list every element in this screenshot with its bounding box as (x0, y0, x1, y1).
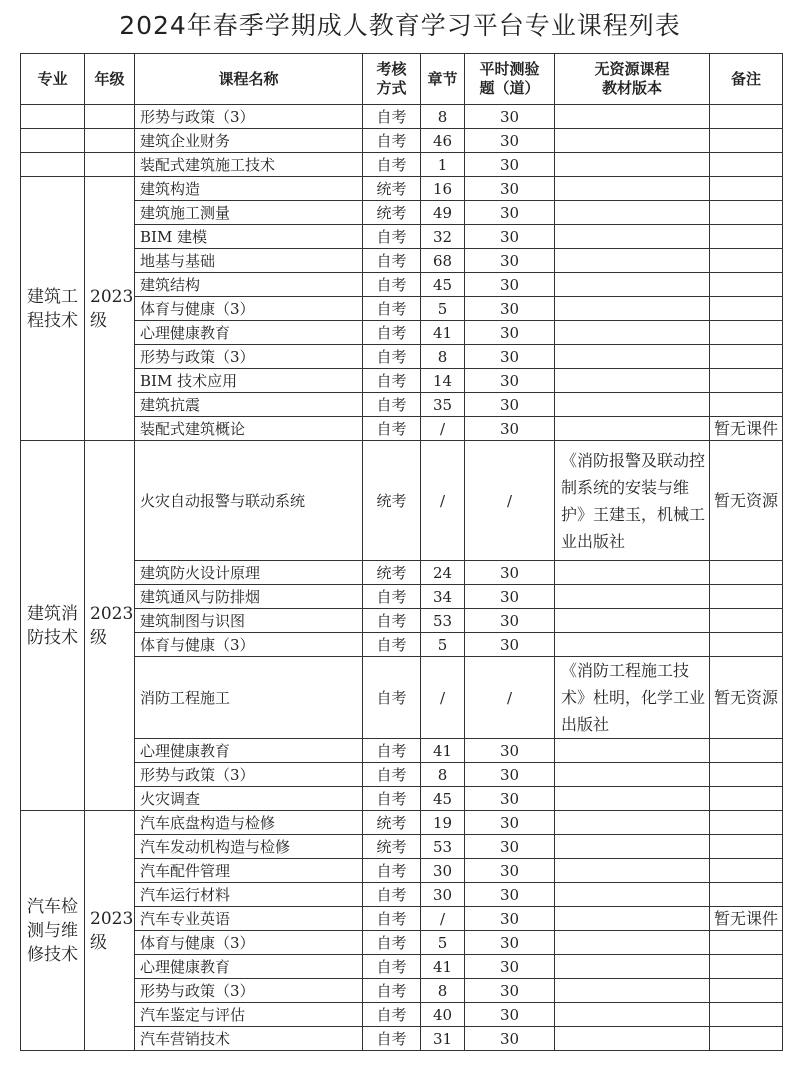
table-cell-exam: 自考 (363, 955, 421, 979)
table-cell-quiz: 30 (465, 931, 555, 955)
table-cell-note (710, 739, 783, 763)
table-cell-course: 建筑结构 (135, 273, 363, 297)
table-cell-course: 消防工程施工 (135, 657, 363, 739)
table-cell-quiz: 30 (465, 585, 555, 609)
table-row (21, 787, 783, 811)
grade-cell: 2023 级 (85, 441, 135, 811)
table-row (21, 297, 783, 321)
table-cell-exam: 自考 (363, 297, 421, 321)
table-cell-textbook (555, 931, 710, 955)
table-cell-chapters: 1 (421, 153, 465, 177)
table-cell-quiz: 30 (465, 907, 555, 931)
table-cell-note (710, 345, 783, 369)
table-cell-quiz: 30 (465, 1027, 555, 1051)
major-cell: 建筑工 程技术 (21, 177, 85, 441)
table-cell-course: 建筑防火设计原理 (135, 561, 363, 585)
table-cell-chapters: 5 (421, 633, 465, 657)
table-cell-course: 汽车专业英语 (135, 907, 363, 931)
table-cell-exam: 自考 (363, 859, 421, 883)
header-exam: 考核 方式 (363, 54, 421, 105)
table-cell-exam: 自考 (363, 979, 421, 1003)
table-cell-course: 装配式建筑施工技术 (135, 153, 363, 177)
table-cell-exam: 统考 (363, 177, 421, 201)
table-cell-note (710, 201, 783, 225)
table-cell-quiz: 30 (465, 739, 555, 763)
table-cell-chapters: 30 (421, 883, 465, 907)
table-cell-textbook (555, 153, 710, 177)
table-cell-chapters: 14 (421, 369, 465, 393)
table-cell-chapters: 8 (421, 763, 465, 787)
table-cell-exam: 自考 (363, 321, 421, 345)
table-cell-course: 地基与基础 (135, 249, 363, 273)
table-cell-textbook (555, 739, 710, 763)
table-cell-note (710, 273, 783, 297)
table-cell-chapters: / (421, 417, 465, 441)
table-cell-exam: 自考 (363, 585, 421, 609)
table-cell-chapters: 30 (421, 859, 465, 883)
table-cell-exam: 统考 (363, 835, 421, 859)
table-cell-textbook (555, 609, 710, 633)
header-row (21, 54, 783, 105)
major-cell-empty (21, 153, 85, 177)
table-cell-quiz: 30 (465, 177, 555, 201)
table-row (21, 811, 783, 835)
header-chapters: 章节 (421, 54, 465, 105)
table-cell-chapters: 41 (421, 321, 465, 345)
table-cell-quiz: 30 (465, 609, 555, 633)
table-row (21, 369, 783, 393)
table-cell-chapters: 8 (421, 979, 465, 1003)
table-cell-quiz: 30 (465, 273, 555, 297)
table-cell-note (710, 811, 783, 835)
table-cell-textbook (555, 321, 710, 345)
table-cell-textbook (555, 369, 710, 393)
table-row (21, 417, 783, 441)
table-cell-course: 火灾调查 (135, 787, 363, 811)
table-cell-chapters: 53 (421, 835, 465, 859)
table-cell-quiz: 30 (465, 345, 555, 369)
major-cell-empty (21, 105, 85, 129)
table-cell-exam: 自考 (363, 129, 421, 153)
table-cell-note (710, 249, 783, 273)
table-cell-chapters: 5 (421, 297, 465, 321)
table-cell-quiz: 30 (465, 633, 555, 657)
table-cell-course: 汽车鉴定与评估 (135, 1003, 363, 1027)
table-cell-textbook (555, 1003, 710, 1027)
table-cell-chapters: / (421, 657, 465, 739)
table-cell-exam: 自考 (363, 633, 421, 657)
table-cell-course: 建筑通风与防排烟 (135, 585, 363, 609)
table-cell-textbook: 《消防报警及联动控制系统的安装与维护》王建玉，机械工业出版社 (555, 441, 710, 561)
table-cell-course: BIM 技术应用 (135, 369, 363, 393)
table-cell-textbook (555, 105, 710, 129)
table-cell-chapters: 53 (421, 609, 465, 633)
table-cell-note (710, 1003, 783, 1027)
table-cell-quiz: 30 (465, 859, 555, 883)
table-cell-chapters: 8 (421, 345, 465, 369)
table-cell-exam: 自考 (363, 369, 421, 393)
table-cell-textbook (555, 763, 710, 787)
grade-cell-empty (85, 153, 135, 177)
table-cell-exam: 统考 (363, 441, 421, 561)
table-row (21, 225, 783, 249)
table-row (21, 105, 783, 129)
table-cell-course: 汽车配件管理 (135, 859, 363, 883)
table-cell-quiz: / (465, 657, 555, 739)
table-row (21, 979, 783, 1003)
table-cell-note (710, 129, 783, 153)
table-cell-textbook (555, 561, 710, 585)
table-cell-textbook (555, 273, 710, 297)
table-cell-textbook (555, 129, 710, 153)
table-cell-textbook (555, 955, 710, 979)
table-cell-note (710, 859, 783, 883)
table-cell-textbook (555, 417, 710, 441)
table-cell-note (710, 297, 783, 321)
table-cell-note (710, 393, 783, 417)
table-cell-course: 装配式建筑概论 (135, 417, 363, 441)
table-cell-course: 形势与政策（3） (135, 979, 363, 1003)
table-cell-note (710, 225, 783, 249)
table-cell-quiz: 30 (465, 105, 555, 129)
table-row (21, 763, 783, 787)
table-row (21, 609, 783, 633)
table-cell-textbook (555, 883, 710, 907)
table-cell-textbook (555, 225, 710, 249)
major-cell-empty (21, 129, 85, 153)
table-row (21, 859, 783, 883)
major-cell: 建筑消 防技术 (21, 441, 85, 811)
table-cell-quiz: 30 (465, 129, 555, 153)
table-cell-chapters: 68 (421, 249, 465, 273)
table-cell-textbook (555, 345, 710, 369)
table-cell-course: 汽车运行材料 (135, 883, 363, 907)
table-cell-chapters: 24 (421, 561, 465, 585)
table-cell-textbook (555, 787, 710, 811)
table-cell-note (710, 979, 783, 1003)
table-cell-note: 暂无课件 (710, 907, 783, 931)
table-cell-exam: 统考 (363, 201, 421, 225)
table-cell-course: 体育与健康（3） (135, 297, 363, 321)
table-cell-exam: 自考 (363, 345, 421, 369)
table-cell-textbook (555, 859, 710, 883)
table-row (21, 201, 783, 225)
table-cell-quiz: 30 (465, 321, 555, 345)
table-cell-course: 心理健康教育 (135, 739, 363, 763)
table-cell-quiz: 30 (465, 835, 555, 859)
table-cell-note: 暂无资源 (710, 657, 783, 739)
header-textbook: 无资源课程 教材版本 (555, 54, 710, 105)
table-body (21, 105, 783, 1051)
table-cell-course: 形势与政策（3） (135, 345, 363, 369)
table-cell-quiz: 30 (465, 787, 555, 811)
table-cell-quiz: 30 (465, 883, 555, 907)
header-quiz: 平时测验 题（道） (465, 54, 555, 105)
table-cell-note: 暂无课件 (710, 417, 783, 441)
table-row (21, 273, 783, 297)
table-cell-quiz: 30 (465, 811, 555, 835)
table-cell-quiz: 30 (465, 369, 555, 393)
table-row (21, 393, 783, 417)
table-cell-course: 汽车发动机构造与检修 (135, 835, 363, 859)
table-cell-chapters: 31 (421, 1027, 465, 1051)
table-cell-chapters: / (421, 441, 465, 561)
table-row (21, 177, 783, 201)
table-cell-course: 火灾自动报警与联动系统 (135, 441, 363, 561)
table-cell-exam: 自考 (363, 1003, 421, 1027)
table-cell-chapters: 8 (421, 105, 465, 129)
table-cell-note (710, 153, 783, 177)
table-cell-quiz: 30 (465, 225, 555, 249)
grade-cell: 2023 级 (85, 811, 135, 1051)
table-cell-textbook (555, 835, 710, 859)
table-cell-textbook (555, 633, 710, 657)
table-cell-textbook (555, 297, 710, 321)
table-cell-note (710, 1027, 783, 1051)
table-row (21, 561, 783, 585)
table-cell-exam: 自考 (363, 657, 421, 739)
table-cell-note (710, 609, 783, 633)
table-row (21, 345, 783, 369)
table-cell-quiz: 30 (465, 561, 555, 585)
table-cell-exam: 自考 (363, 931, 421, 955)
table-cell-quiz: 30 (465, 763, 555, 787)
table-cell-note: 暂无资源 (710, 441, 783, 561)
header-course: 课程名称 (135, 54, 363, 105)
table-cell-quiz: 30 (465, 201, 555, 225)
table-cell-note (710, 835, 783, 859)
table-cell-chapters: 19 (421, 811, 465, 835)
table-cell-note (710, 369, 783, 393)
table-cell-course: 汽车底盘构造与检修 (135, 811, 363, 835)
table-row (21, 835, 783, 859)
table-row (21, 955, 783, 979)
table-cell-exam: 自考 (363, 739, 421, 763)
table-row (21, 907, 783, 931)
table-cell-quiz: 30 (465, 417, 555, 441)
course-table (20, 53, 783, 1051)
table-cell-textbook (555, 177, 710, 201)
table-cell-chapters: 34 (421, 585, 465, 609)
table-cell-exam: 统考 (363, 811, 421, 835)
table-cell-note (710, 633, 783, 657)
table-cell-textbook (555, 201, 710, 225)
table-cell-note (710, 321, 783, 345)
table-cell-exam: 自考 (363, 417, 421, 441)
grade-cell-empty (85, 129, 135, 153)
table-cell-textbook (555, 1027, 710, 1051)
table-row (21, 633, 783, 657)
table-cell-quiz: / (465, 441, 555, 561)
table-cell-course: 建筑制图与识图 (135, 609, 363, 633)
table-cell-textbook (555, 979, 710, 1003)
table-cell-chapters: / (421, 907, 465, 931)
table-cell-chapters: 5 (421, 931, 465, 955)
table-cell-exam: 自考 (363, 1027, 421, 1051)
table-cell-textbook: 《消防工程施工技术》杜明，化学工业出版社 (555, 657, 710, 739)
table-cell-course: 体育与健康（3） (135, 931, 363, 955)
table-cell-course: BIM 建模 (135, 225, 363, 249)
table-cell-exam: 自考 (363, 763, 421, 787)
table-cell-exam: 自考 (363, 153, 421, 177)
table-cell-exam: 自考 (363, 393, 421, 417)
grade-cell: 2023 级 (85, 177, 135, 441)
table-cell-course: 建筑施工测量 (135, 201, 363, 225)
header-note: 备注 (710, 54, 783, 105)
table-cell-note (710, 787, 783, 811)
table-cell-note (710, 561, 783, 585)
table-cell-note (710, 177, 783, 201)
table-cell-textbook (555, 393, 710, 417)
table-cell-note (710, 105, 783, 129)
table-cell-note (710, 955, 783, 979)
table-cell-chapters: 35 (421, 393, 465, 417)
table-cell-quiz: 30 (465, 393, 555, 417)
table-cell-chapters: 32 (421, 225, 465, 249)
table-cell-note (710, 763, 783, 787)
table-cell-chapters: 49 (421, 201, 465, 225)
grade-cell-empty (85, 105, 135, 129)
table-row (21, 883, 783, 907)
table-cell-chapters: 41 (421, 955, 465, 979)
table-cell-chapters: 45 (421, 273, 465, 297)
page-title: 2024年春季学期成人教育学习平台专业课程列表 (119, 11, 681, 40)
table-row (21, 129, 783, 153)
table-cell-chapters: 46 (421, 129, 465, 153)
table-cell-textbook (555, 585, 710, 609)
table-row (21, 657, 783, 739)
table-cell-textbook (555, 249, 710, 273)
table-row (21, 739, 783, 763)
table-row (21, 1003, 783, 1027)
table-cell-course: 建筑企业财务 (135, 129, 363, 153)
table-cell-quiz: 30 (465, 955, 555, 979)
table-cell-exam: 自考 (363, 105, 421, 129)
table-cell-quiz: 30 (465, 153, 555, 177)
table-row (21, 585, 783, 609)
table-cell-course: 心理健康教育 (135, 955, 363, 979)
table-cell-exam: 自考 (363, 787, 421, 811)
table-cell-exam: 自考 (363, 225, 421, 249)
table-cell-course: 体育与健康（3） (135, 633, 363, 657)
table-cell-exam: 自考 (363, 907, 421, 931)
table-cell-exam: 自考 (363, 883, 421, 907)
header-grade: 年级 (85, 54, 135, 105)
table-cell-quiz: 30 (465, 1003, 555, 1027)
table-cell-note (710, 931, 783, 955)
table-cell-note (710, 585, 783, 609)
table-cell-exam: 自考 (363, 273, 421, 297)
header-major: 专业 (21, 54, 85, 105)
table-cell-course: 心理健康教育 (135, 321, 363, 345)
table-cell-course: 形势与政策（3） (135, 763, 363, 787)
table-row (21, 441, 783, 561)
table-row (21, 321, 783, 345)
table-cell-exam: 自考 (363, 249, 421, 273)
table-cell-course: 汽车营销技术 (135, 1027, 363, 1051)
table-row (21, 931, 783, 955)
table-cell-course: 建筑抗震 (135, 393, 363, 417)
table-cell-quiz: 30 (465, 297, 555, 321)
table-cell-note (710, 883, 783, 907)
table-cell-exam: 自考 (363, 609, 421, 633)
table-cell-course: 形势与政策（3） (135, 105, 363, 129)
table-cell-chapters: 45 (421, 787, 465, 811)
table-cell-chapters: 40 (421, 1003, 465, 1027)
table-cell-chapters: 16 (421, 177, 465, 201)
table-cell-textbook (555, 907, 710, 931)
major-cell: 汽车检 测与维 修技术 (21, 811, 85, 1051)
table-row (21, 153, 783, 177)
table-cell-textbook (555, 811, 710, 835)
table-row (21, 1027, 783, 1051)
table-row (21, 249, 783, 273)
table-cell-exam: 统考 (363, 561, 421, 585)
table-cell-chapters: 41 (421, 739, 465, 763)
table-cell-quiz: 30 (465, 249, 555, 273)
table-cell-course: 建筑构造 (135, 177, 363, 201)
table-cell-quiz: 30 (465, 979, 555, 1003)
